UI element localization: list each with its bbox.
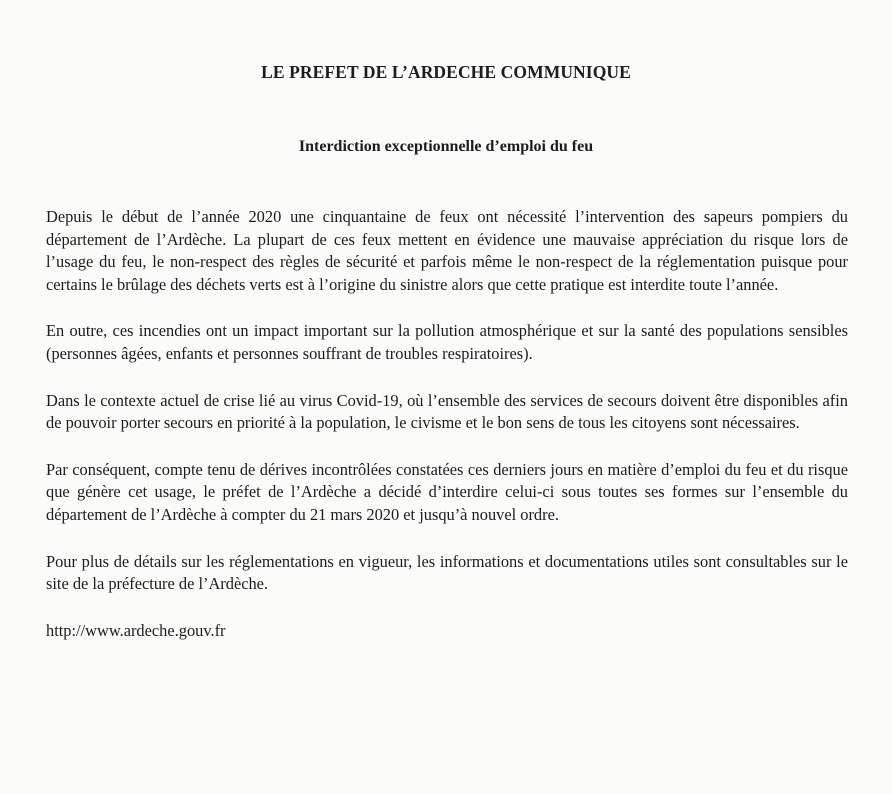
- paragraph-details: Pour plus de détails sur les réglementations en vigueur, les informations et documentations utiles sont consultables sur le site de la préfecture de l’Ardèche.: [46, 551, 848, 594]
- paragraph-context: Depuis le début de l’année 2020 une cinquantaine de feux ont nécessité l’intervention des sapeurs pompiers du département de l’Ardèche. La plupart de ces feux mettent en évidence une mauvaise appréciation du risque lors de l’usage du feu, le non-respect des règles de sécurité et parfois même le non-respect de la réglementation puisque pour certains le brûlage des déchets verts est à l’origine du sinistre alors que cette pratique est interdite toute l’année.: [46, 207, 848, 294]
- paragraph-impact: En outre, ces incendies ont un impact important sur la pollution atmosphérique et sur la santé des populations sensibles (personnes âgées, enfants et personnes souffrant de troubles respiratoires).: [46, 321, 848, 363]
- document-title: LE PREFET DE L’ARDECHE COMMUNIQUE: [261, 62, 631, 82]
- document-body: [46, 206, 848, 642]
- document-subtitle: Interdiction exceptionnelle d’emploi du feu: [298, 138, 594, 155]
- paragraph-covid: Dans le contexte actuel de crise lié au virus Covid-19, où l’ensemble des services de secours doivent être disponibles afin de pouvoir porter secours en priorité à la population, le civisme et le bon sens de tous les citoyens sont nécessaires.: [46, 390, 848, 433]
- paragraph-decision: Par conséquent, compte tenu de dérives incontrôlées constatées ces derniers jours en matière d’emploi du feu et du risque que génère cet usage, le préfet de l’Ardèche a décidé d’interdire celui-ci sous toutes ses formes sur l’ensemble du département de l’Ardèche à compter du 21 mars 2020 et jusqu’à nouvel ordre.: [46, 459, 848, 524]
- prefecture-website-link[interactable]: http://www.ardeche.gouv.fr: [46, 620, 226, 640]
